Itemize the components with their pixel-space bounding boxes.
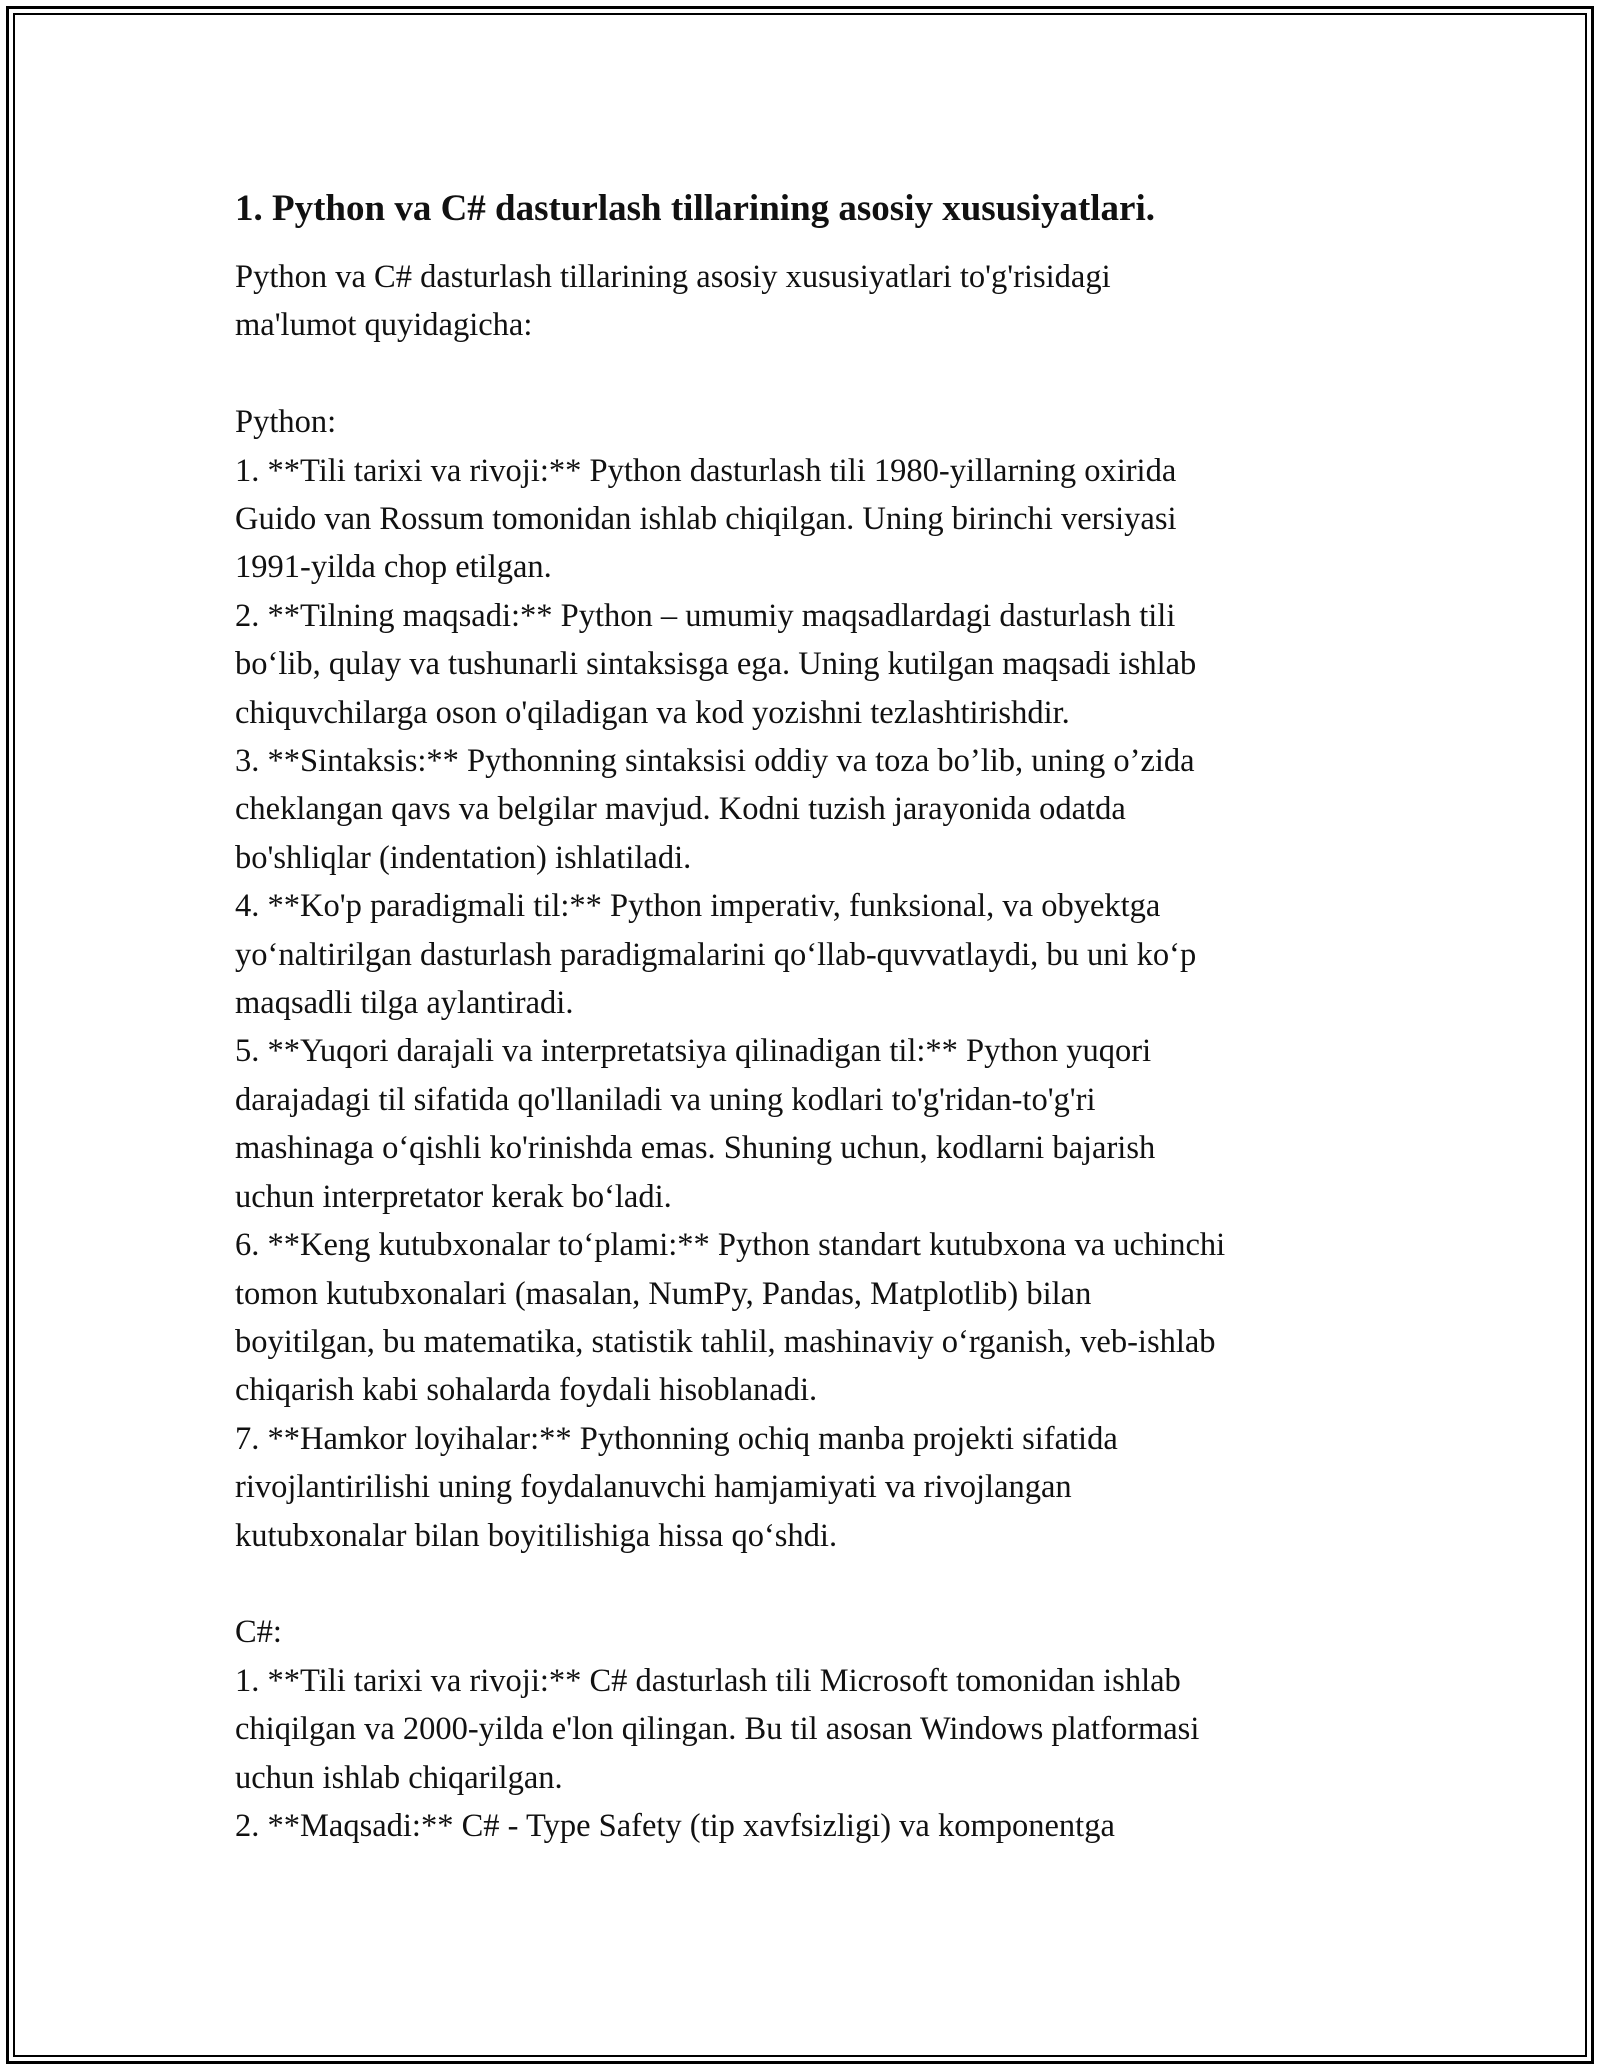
text-line: uchun ishlab chiqarilgan. xyxy=(235,1759,563,1796)
text-line: ma'lumot quyidagicha: xyxy=(235,307,533,344)
text-line: kutubxonalar bilan boyitilishiga hissa qo‘shdi. xyxy=(235,1517,838,1554)
text-line: 5. **Yuqori darajali va interpretatsiya qilinadigan til:** Python yuqori xyxy=(235,1033,1152,1070)
document-text xyxy=(235,253,1385,1850)
text-line: Python: xyxy=(235,404,337,441)
text-line: C#: xyxy=(235,1614,282,1651)
text-line: rivojlantirilishi uning foydalanuvchi hamjamiyati va rivojlangan xyxy=(235,1469,1072,1506)
text-line: yo‘naltirilgan dasturlash paradigmalarini qo‘llab-quvvatlaydi, bu uni ko‘p xyxy=(235,936,1197,973)
text-line: maqsadli tilga aylantiradi. xyxy=(235,985,574,1022)
text-line: Guido van Rossum tomonidan ishlab chiqilgan. Uning birinchi versiyasi xyxy=(235,501,1177,538)
text-line: 1. **Tili tarixi va rivoji:** Python dasturlash tili 1980-yillarning oxirida xyxy=(235,452,1177,489)
text-line: bo'shliqlar (indentation) ishlatiladi. xyxy=(235,839,692,876)
text-line: cheklangan qavs va belgilar mavjud. Kodni tuzish jarayonida odatda xyxy=(235,791,1126,828)
text-line: 6. **Keng kutubxonalar to‘plami:** Python standart kutubxona va uchinchi xyxy=(235,1227,1226,1264)
text-line: chiqarish kabi sohalarda foydali hisoblanadi. xyxy=(235,1372,818,1409)
text-line: 4. **Ko'p paradigmali til:** Python imperativ, funksional, va obyektga xyxy=(235,888,1161,925)
text-line: chiqilgan va 2000-yilda e'lon qilingan. Bu til asosan Windows platformasi xyxy=(235,1711,1200,1748)
text-line: darajadagi til sifatida qo'llaniladi va uning kodlari to'g'ridan-to'g'ri xyxy=(235,1081,1096,1118)
text-line: boyitilgan, bu matematika, statistik tahlil, mashinaviy o‘rganish, veb-ishlab xyxy=(235,1323,1216,1360)
document-heading: 1. Python va C# dasturlash tillarining asosiy xususiyatlari. xyxy=(235,188,1156,229)
text-line: Python va C# dasturlash tillarining asosiy xususiyatlari to'g'risidagi xyxy=(235,259,1111,295)
text-line: chiquvchilarga oson o'qiladigan va kod yozishni tezlashtirishdir. xyxy=(235,694,1070,731)
text-line: mashinaga o‘qishli ko'rinishda emas. Shuning uchun, kodlarni bajarish xyxy=(235,1130,1156,1167)
document-body xyxy=(235,185,1385,1850)
text-line: 7. **Hamkor loyihalar:** Pythonning ochiq manba projekti sifatida xyxy=(235,1420,1118,1457)
text-line: 2. **Maqsadi:** C# - Type Safety (tip xavfsizligi) va komponentga xyxy=(235,1807,1115,1844)
text-line: tomon kutubxonalari (masalan, NumPy, Pandas, Matplotlib) bilan xyxy=(235,1275,1092,1312)
text-line: 1. **Tili tarixi va rivoji:** C# dasturlash tili Microsoft tomonidan ishlab xyxy=(235,1662,1181,1699)
blank-line xyxy=(235,350,1385,398)
text-line: 2. **Tilning maqsadi:** Python – umumiy maqsadlardagi dasturlash tili xyxy=(235,597,1176,634)
text-line: uchun interpretator kerak bo‘ladi. xyxy=(235,1178,672,1215)
text-line: 3. **Sintaksis:** Pythonning sintaksisi oddiy va toza bo’lib, uning o’zida xyxy=(235,743,1195,780)
text-line: bo‘lib, qulay va tushunarli sintaksisga ega. Uning kutilgan maqsadi ishlab xyxy=(235,646,1197,683)
blank-line xyxy=(235,1560,1385,1608)
text-line: 1991-yilda chop etilgan. xyxy=(235,549,552,586)
